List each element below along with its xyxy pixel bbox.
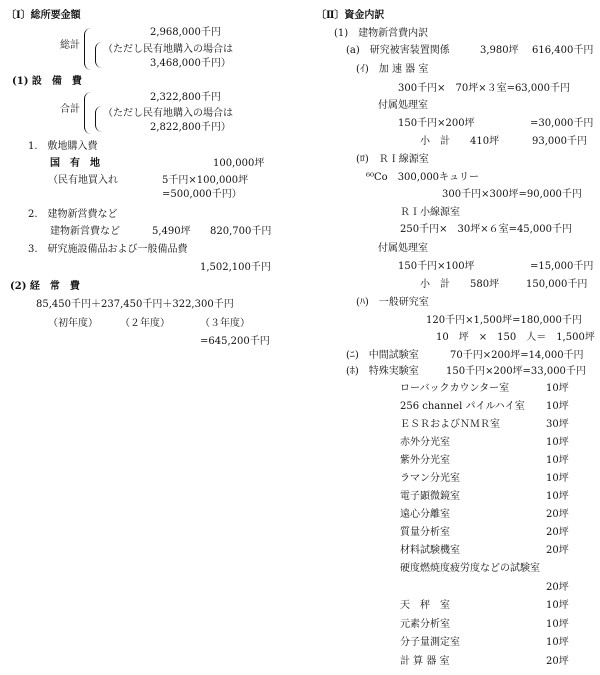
room-name: 256 channel パイルハイ室 <box>400 401 525 412</box>
accelerator-attach-calc: 150千円×200坪 <box>398 118 475 129</box>
accelerator-subtotal-cost: 93,000千円 <box>532 136 587 147</box>
intermediate-lab-calc: 70千円×200坪=14,000千円 <box>450 350 584 361</box>
total-note-amount: 3,468,000千円） <box>150 58 231 69</box>
section-equipment-heading: (1) 設 備 費 <box>12 76 82 87</box>
ri-subtotal-cost: 150,000千円 <box>526 279 588 290</box>
private-land-calc: 5千円×100,000坪 <box>162 175 249 186</box>
ri-subtotal-label: 小 計 <box>420 279 450 290</box>
room-size: 10坪 <box>546 437 569 448</box>
accelerator-attach-label: 付属処理室 <box>378 100 428 111</box>
accelerator-label: (ｲ) 加 速 器 室 <box>356 64 429 75</box>
room-size: 20坪 <box>546 527 569 538</box>
building-cost: 820,700千円 <box>210 226 272 237</box>
accelerator-subtotal-area: 410坪 <box>470 136 500 147</box>
intermediate-lab-label: (ﾆ) 中間試験室 <box>346 350 419 361</box>
total-note: （ただし民有地購入の場合は <box>103 44 233 55</box>
long-room-size: 20坪 <box>546 582 569 593</box>
land-heading: 1. 敷地購入費 <box>28 141 98 152</box>
room-size: 30坪 <box>546 419 569 430</box>
total-note-brace <box>95 42 102 68</box>
recurring-cost-heading: (2) 経 常 費 <box>10 281 80 292</box>
ri-cobalt: ⁶⁰Co 300,000キュリー <box>366 172 480 183</box>
research-equipment-cost: 616,400千円 <box>532 45 594 56</box>
general-lab-label: (ﾊ) 一般研究室 <box>356 297 429 308</box>
research-equipment-label: (a) 研究被害装置関係 <box>346 45 450 56</box>
special-lab-label: (ﾎ) 特殊実験室 <box>346 366 419 377</box>
equipment-amount: 2,322,800千円 <box>150 92 221 103</box>
room-name: ラマン分光室 <box>400 473 460 484</box>
building-label: 建物新営費など <box>50 226 120 237</box>
equipment-total-label: 合計 <box>60 104 80 115</box>
room-name: 材料試験機室 <box>400 545 460 556</box>
ri-attach-label: 付属処理室 <box>378 243 428 254</box>
ri-attach-result: =15,000千円 <box>530 261 594 272</box>
ri-calc2: 250千円× 30坪×６室=45,000千円 <box>400 224 572 235</box>
room-size: 20坪 <box>546 509 569 520</box>
room-size: 10坪 <box>546 401 569 412</box>
room-size: 20坪 <box>546 655 569 667</box>
private-land-label: （民有地買入れ <box>48 175 118 186</box>
room-name: ＥＳＲおよびＮＭＲ室 <box>400 419 500 430</box>
accelerator-subtotal-label: 小 計 <box>420 136 450 147</box>
research-equipment-area: 3,980坪 <box>480 45 519 56</box>
room-name: 元素分析室 <box>400 618 450 630</box>
accelerator-attach-result: =30,000千円 <box>530 118 594 129</box>
room-size: 10坪 <box>546 491 569 502</box>
equip-facilities-heading: 3. 研究施設備品および一般備品費 <box>28 244 188 255</box>
building-area: 5,490坪 <box>152 226 191 237</box>
ri-subtotal-area: 580坪 <box>470 279 500 290</box>
equipment-note-amount: 2,822,800千円） <box>150 122 231 133</box>
total-brace <box>84 28 91 70</box>
accelerator-calc: 300千円× 70坪×３室=63,000千円 <box>398 83 570 94</box>
building-breakdown-heading: (1) 建物新営費内訳 <box>334 28 429 39</box>
room-size: 10坪 <box>546 455 569 466</box>
building-heading: 2. 建物新営費など <box>28 209 118 220</box>
general-lab-calc2: 10 坪 × 150 人＝ 1,500坪 <box>436 332 595 343</box>
special-lab-calc: 150千円×200坪=33,000千円 <box>446 366 586 377</box>
recurring-formula: 85,450千円＋237,450千円＋322,300千円 <box>36 299 234 310</box>
room-name: ローバックカウンター室 <box>400 383 510 394</box>
long-room-name: 硬度燃焼度疲労度などの試験室 <box>400 563 540 574</box>
room-size: 10坪 <box>546 618 569 630</box>
equip-facilities-amount: 1,502,100千円 <box>200 262 271 273</box>
recurring-year3: （３年度） <box>200 318 250 329</box>
recurring-total: =645,200千円 <box>200 336 270 347</box>
total-label: 総計 <box>60 40 80 51</box>
room-size: 10坪 <box>546 473 569 484</box>
ri-calc1: 300千円×300坪=90,000千円 <box>442 189 582 200</box>
room-size: 20坪 <box>546 545 569 556</box>
recurring-year1: （初年度） <box>48 318 98 329</box>
room-name: 計 算 器 室 <box>400 655 450 667</box>
ri-small-source: ＲＩ小線源室 <box>400 207 460 218</box>
room-name: 質量分析室 <box>400 527 450 538</box>
room-size: 10坪 <box>546 383 569 394</box>
room-name: 天 秤 室 <box>400 600 450 611</box>
ri-source-label: (ﾛ) ＲＩ線源室 <box>356 154 429 165</box>
room-name: 紫外分光室 <box>400 455 450 466</box>
section-2-heading: 〔Ⅱ〕資金内訳 <box>316 10 385 21</box>
general-lab-calc1: 120千円×1,500坪=180,000千円 <box>426 315 582 326</box>
section-1-heading: 〔Ⅰ〕総所要金額 <box>6 10 81 21</box>
room-name: 電子顕微鏡室 <box>400 491 460 502</box>
room-name: 赤外分光室 <box>400 437 450 448</box>
room-name: 遠心分離室 <box>400 509 450 520</box>
ri-attach-calc: 150千円×100坪 <box>398 261 475 272</box>
land-label: 国 有 地 <box>50 158 100 169</box>
room-size: 10坪 <box>546 637 569 648</box>
equipment-note: （ただし民有地購入の場合は <box>103 108 233 119</box>
equipment-note-brace <box>95 106 102 132</box>
equipment-brace <box>84 92 91 134</box>
recurring-year2: （２年度） <box>120 318 170 329</box>
total-amount: 2,968,000千円 <box>150 27 221 38</box>
land-value: 100,000坪 <box>213 158 265 169</box>
private-land-result: =500,000千円） <box>162 189 242 200</box>
room-size: 10坪 <box>546 600 569 611</box>
room-name: 分子量測定室 <box>400 637 460 648</box>
